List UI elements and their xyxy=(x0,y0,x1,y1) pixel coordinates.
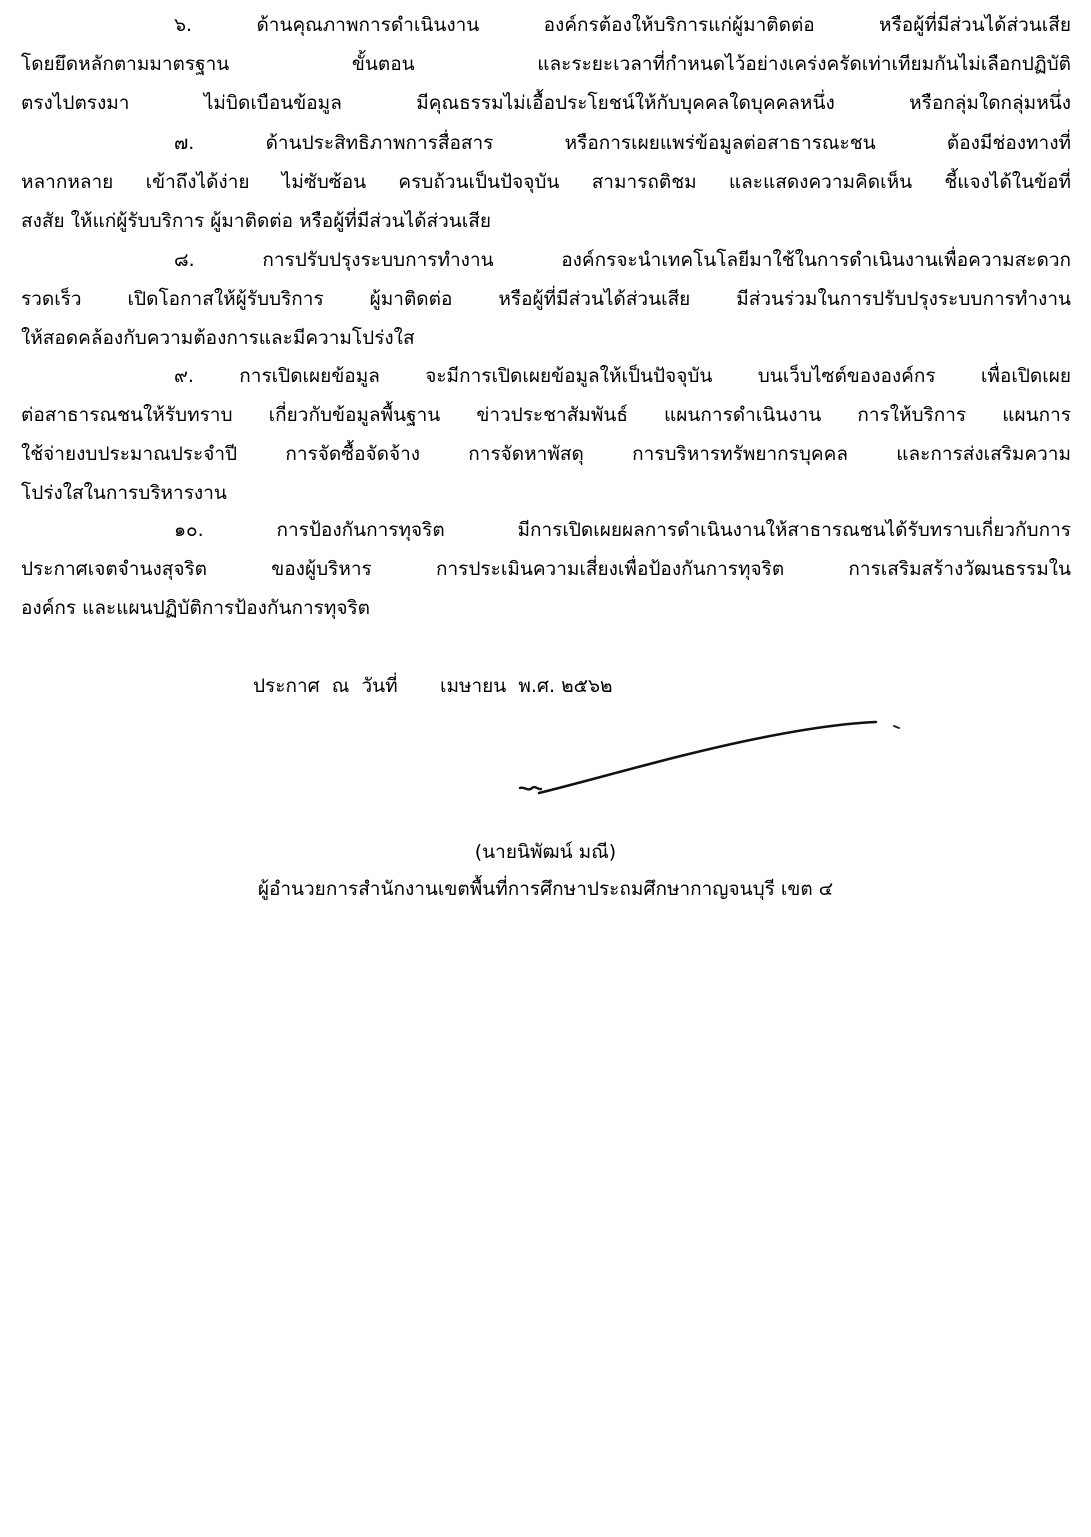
paragraph-item-7 xyxy=(21,124,1071,241)
signature-image xyxy=(510,710,910,810)
paragraph-line: ตรงไปตรงมา ไม่บิดเบือนข้อมูล มีคุณธรรมไม่เอื้อประโยชน์ให้กับบุคคลใดบุคคลหนึ่ง หรือกลุ่มใดกลุ่มหนึ่ง xyxy=(21,92,1071,114)
paragraph-line: โปร่งใสในการบริหารงาน xyxy=(21,482,227,504)
paragraph-item-10 xyxy=(21,511,1071,628)
paragraph-line: ๗. ด้านประสิทธิภาพการสื่อสาร หรือการเผยแพร่ข้อมูลต่อสาธารณะชน ต้องมีช่องทางที่ xyxy=(174,132,1071,154)
paragraph-line: โดยยึดหลักตามมาตรฐาน ขั้นตอน และระยะเวลาที่กำหนดไว้อย่างเคร่งครัดเท่าเทียมกันไม่เลือกปฏิบัติ xyxy=(21,53,1071,75)
paragraph-line: สงสัย ให้แก่ผู้รับบริการ ผู้มาติดต่อ หรือผู้ที่มีส่วนได้ส่วนเสีย xyxy=(21,210,492,232)
paragraph-item-6 xyxy=(21,6,1071,123)
paragraph-line: ๖. ด้านคุณภาพการดำเนินงาน องค์กรต้องให้บริการแก่ผู้มาติดต่อ หรือผู้ที่มีส่วนได้ส่วนเสีย xyxy=(174,14,1071,36)
paragraph-line: ๑๐. การป้องกันการทุจริต มีการเปิดเผยผลการดำเนินงานให้สาธารณชนได้รับทราบเกี่ยวกับการ xyxy=(174,519,1071,541)
paragraph-line: ๘. การปรับปรุงระบบการทำงาน องค์กรจะนำเทคโนโลยีมาใช้ในการดำเนินงานเพื่อความสะดวก xyxy=(174,249,1071,271)
paragraph-item-9 xyxy=(21,357,1071,513)
paragraph-line: ประกาศเจตจำนงสุจริต ของผู้บริหาร การประเมินความเสี่ยงเพื่อป้องกันการทุจริต การเสริมสร้างวัฒนธรรมใน xyxy=(21,558,1071,580)
signatory-name: (นายนิพัฒน์ มณี) xyxy=(474,841,617,863)
announcement-date: ประกาศ ณ วันที่ เมษายน พ.ศ. ๒๕๖๒ xyxy=(253,675,613,697)
paragraph-line: ต่อสาธารณชนให้รับทราบ เกี่ยวกับข้อมูลพื้นฐาน ข่าวประชาสัมพันธ์ แผนการดำเนินงาน การให้บริการ แผนการ xyxy=(21,404,1071,426)
paragraph-line: องค์กร และแผนปฏิบัติการป้องกันการทุจริต xyxy=(21,597,371,619)
paragraph-line: ๙. การเปิดเผยข้อมูล จะมีการเปิดเผยข้อมูลให้เป็นปัจจุบัน บนเว็บไซต์ขององค์กร เพื่อเปิดเผย xyxy=(174,365,1071,387)
paragraph-line: ให้สอดคล้องกับความต้องการและมีความโปร่งใส xyxy=(21,327,415,349)
paragraph-line: หลากหลาย เข้าถึงได้ง่าย ไม่ซับซ้อน ครบถ้วนเป็นปัจจุบัน สามารถติชม และแสดงความคิดเห็น ชี้แจงได้ในข้อที่ xyxy=(21,171,1071,193)
paragraph-line: รวดเร็ว เปิดโอกาสให้ผู้รับบริการ ผู้มาติดต่อ หรือผู้ที่มีส่วนได้ส่วนเสีย มีส่วนร่วมในการปรับปรุงระบบการทำงาน xyxy=(21,288,1071,310)
paragraph-line: ใช้จ่ายงบประมาณประจำปี การจัดซื้อจัดจ้าง การจัดหาพัสดุ การบริหารทรัพยากรบุคคล และการส่งเสริมความ xyxy=(21,443,1071,465)
signatory-title: ผู้อำนวยการสำนักงานเขตพื้นที่การศึกษาประถมศึกษากาญจนบุรี เขต ๔ xyxy=(257,878,834,900)
paragraph-item-8 xyxy=(21,241,1071,358)
